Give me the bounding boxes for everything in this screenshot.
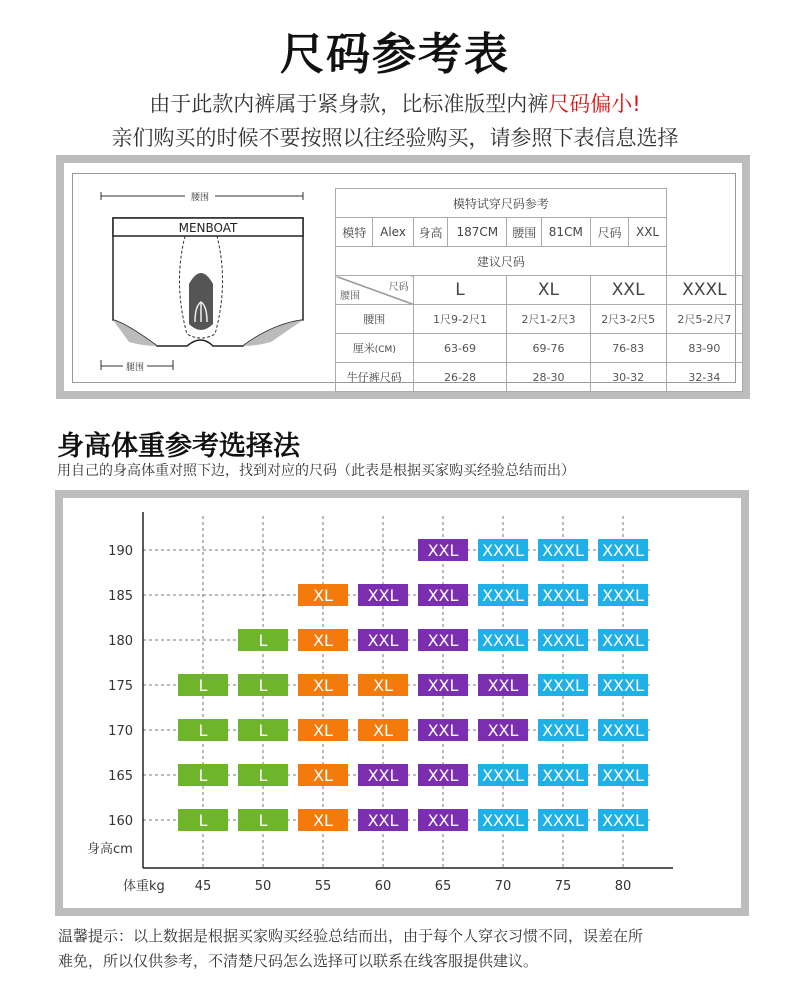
size-cell-label: XXXL <box>602 631 644 650</box>
size-cell-label: XXL <box>427 541 459 560</box>
height-weight-heading: 身高体重参考选择法 <box>57 431 300 462</box>
height-weight-panel <box>55 490 749 916</box>
size-cell-label: XL <box>373 676 393 695</box>
size-cell-label: L <box>198 676 208 695</box>
size-cell-label: XL <box>313 766 333 785</box>
table-cell: 1尺9-2尺1 <box>413 305 507 334</box>
footer-note-line-1: 温馨提示：以上数据是根据买家购买经验总结而出，由于每个人穿衣习惯不同，误差在所 <box>58 927 644 945</box>
size-cell-label: XXL <box>427 766 459 785</box>
size-cell-label: XXXL <box>602 586 644 605</box>
suggest-heading: 建议尺码 <box>336 247 667 276</box>
y-tick-label: 160 <box>108 814 133 829</box>
size-cell-label: XL <box>373 721 393 740</box>
size-cell-label: XXXL <box>542 811 584 830</box>
model-cell: 身高 <box>413 218 448 247</box>
table-row <box>336 305 743 334</box>
size-cell-label: XXXL <box>542 631 584 650</box>
model-row <box>336 218 743 247</box>
size-cell-label: XXL <box>487 676 519 695</box>
size-cell-label: L <box>198 766 208 785</box>
intro-line-1 <box>0 88 790 118</box>
size-cell-label: XXL <box>427 631 459 650</box>
size-cell-label: XXXL <box>602 541 644 560</box>
table-cell: 2尺1-2尺3 <box>507 305 590 334</box>
brand-label: MENBOAT <box>178 221 238 235</box>
size-reference-panel <box>56 155 750 399</box>
model-cell: 81CM <box>542 218 591 247</box>
size-table <box>335 188 743 392</box>
size-header-cell: XL <box>507 276 590 305</box>
size-cell-label: XXXL <box>602 721 644 740</box>
size-cell-label: XXL <box>367 586 399 605</box>
x-tick-label: 60 <box>374 879 392 894</box>
table-cell: 83-90 <box>666 334 742 363</box>
y-tick-label: 190 <box>108 544 133 559</box>
corner-waist-label: 腰围 <box>340 291 360 302</box>
size-cell-label: XXL <box>427 586 459 605</box>
model-cell: Alex <box>373 218 413 247</box>
x-tick-label: 55 <box>314 879 332 894</box>
size-cell-label: XXXL <box>482 766 524 785</box>
model-heading: 模特试穿尺码参考 <box>336 189 667 218</box>
y-tick-label: 175 <box>108 679 133 694</box>
model-cell: 187CM <box>448 218 507 247</box>
height-weight-subheading: 用自己的身高体重对照下边，找到对应的尺码（此表是根据买家购买经验总结而出） <box>57 463 575 479</box>
leg-label: 腿围 <box>125 363 145 373</box>
x-tick-label: 45 <box>194 879 212 894</box>
footer-note-line-2: 难免，所以仅供参考，不清楚尺码怎么选择可以联系在线客服提供建议。 <box>58 952 539 970</box>
size-cell-label: XXXL <box>482 631 524 650</box>
x-tick-label: 65 <box>434 879 452 894</box>
underwear-diagram <box>73 174 328 382</box>
size-cell-label: XXXL <box>602 676 644 695</box>
size-header-cell: L <box>413 276 507 305</box>
size-cell-label: XXXL <box>482 541 524 560</box>
waist-label: 腰围 <box>190 193 210 203</box>
y-tick-label: 180 <box>108 634 133 649</box>
row-label: 腰围 <box>336 305 414 334</box>
size-header-cell: XXXL <box>666 276 742 305</box>
row-unit: (CM) <box>374 345 396 355</box>
size-header-cell: XXL <box>590 276 666 305</box>
model-cell: 尺码 <box>590 218 629 247</box>
size-cell-label: L <box>258 721 268 740</box>
table-row <box>336 363 743 392</box>
table-cell: 69-76 <box>507 334 590 363</box>
table-row <box>336 334 743 363</box>
table-cell: 26-28 <box>413 363 507 392</box>
size-cell-label: L <box>258 631 268 650</box>
table-cell: 28-30 <box>507 363 590 392</box>
row-label: 牛仔裤尺码 <box>336 363 414 392</box>
table-cell: 63-69 <box>413 334 507 363</box>
table-cell: 32-34 <box>666 363 742 392</box>
intro-text: 由于此款内裤属于紧身款，比标准版型内裤 <box>149 92 549 116</box>
size-cell-label: XXXL <box>542 541 584 560</box>
size-cell-label: XXL <box>427 676 459 695</box>
table-corner <box>336 276 414 305</box>
model-cell: XXL <box>629 218 666 247</box>
size-cell-label: XXXL <box>542 586 584 605</box>
size-cell-label: XXL <box>367 631 399 650</box>
size-cell-label: XL <box>313 586 333 605</box>
size-cell-label: XXXL <box>542 676 584 695</box>
size-cell-label: L <box>198 721 208 740</box>
intro-line-2: 亲们购买的时候不要按照以往经验购买，请参照下表信息选择 <box>111 126 679 150</box>
table-cell: 76-83 <box>590 334 666 363</box>
size-cell-label: XXL <box>367 811 399 830</box>
size-cell-label: XL <box>313 721 333 740</box>
size-cell-label: XXL <box>367 766 399 785</box>
model-cell: 腰围 <box>507 218 542 247</box>
x-tick-label: 50 <box>254 879 272 894</box>
y-tick-label: 170 <box>108 724 133 739</box>
size-cell-label: XXL <box>427 721 459 740</box>
x-axis-label: 体重kg <box>123 879 165 894</box>
size-cell-label: XXXL <box>482 811 524 830</box>
size-cell-label: XXXL <box>602 811 644 830</box>
size-cell-label: L <box>258 676 268 695</box>
size-cell-label: XXL <box>487 721 519 740</box>
table-cell: 30-32 <box>590 363 666 392</box>
x-tick-label: 75 <box>554 879 572 894</box>
table-cell: 2尺3-2尺5 <box>590 305 666 334</box>
height-weight-chart <box>63 498 741 908</box>
table-cell: 2尺5-2尺7 <box>666 305 742 334</box>
size-cell-label: XL <box>313 811 333 830</box>
y-tick-label: 185 <box>108 589 133 604</box>
x-tick-label: 70 <box>494 879 512 894</box>
size-reference-card <box>72 173 736 383</box>
corner-size-label: 尺码 <box>388 282 409 293</box>
size-cell-label: XXL <box>427 811 459 830</box>
model-cell: 模特 <box>336 218 373 247</box>
size-cell-label: XL <box>313 676 333 695</box>
page-title: 尺码参考表 <box>280 29 510 80</box>
y-axis-label: 身高cm <box>87 842 133 857</box>
size-cell-label: XXXL <box>602 766 644 785</box>
size-cell-label: XXXL <box>482 586 524 605</box>
x-tick-label: 80 <box>614 879 632 894</box>
size-cell-label: L <box>258 811 268 830</box>
size-cell-label: L <box>258 766 268 785</box>
size-header-row <box>336 276 743 305</box>
size-cell-label: XXXL <box>542 766 584 785</box>
size-cell-label: XL <box>313 631 333 650</box>
row-label: 厘米(CM) <box>336 334 414 363</box>
size-cell-label: XXXL <box>542 721 584 740</box>
y-tick-label: 165 <box>108 769 133 784</box>
size-cell-label: L <box>198 811 208 830</box>
size-warning: 尺码偏小! <box>548 92 641 116</box>
